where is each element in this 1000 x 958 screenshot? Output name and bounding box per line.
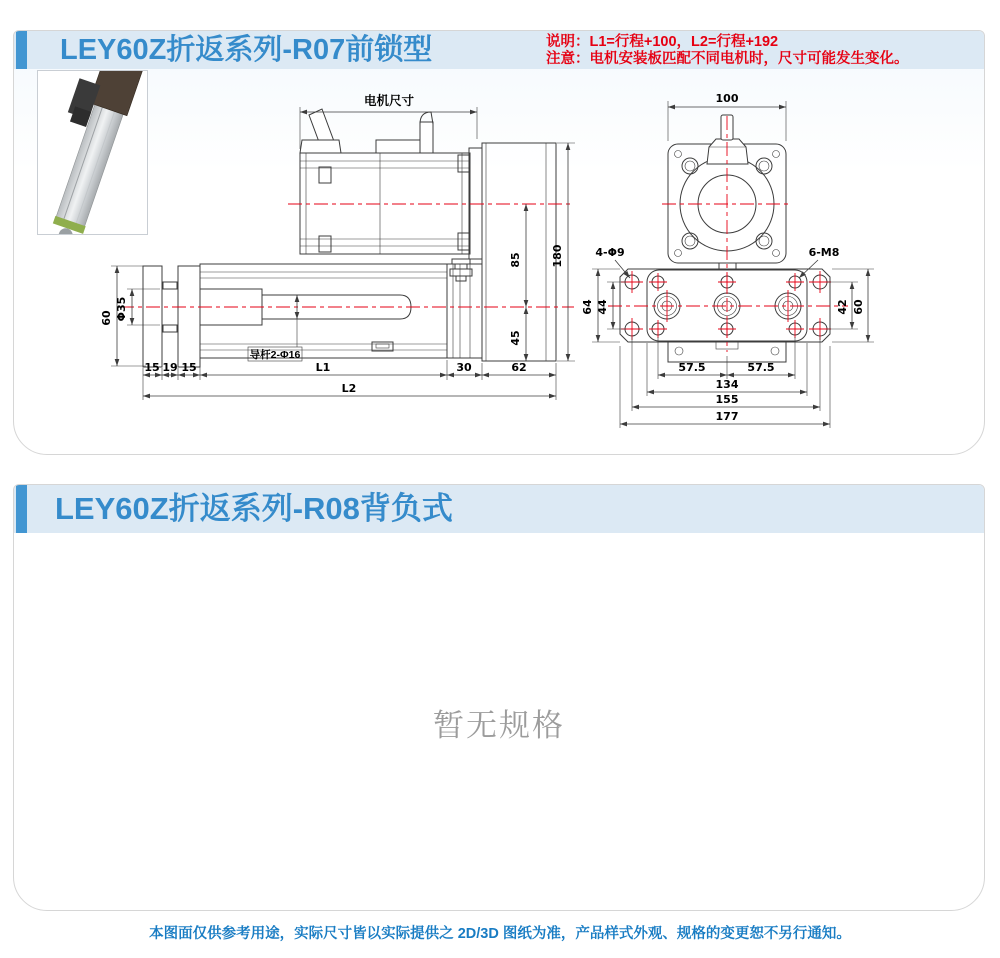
label-6-m8: 6-M8	[808, 246, 840, 259]
dim-15b: 15	[181, 361, 197, 374]
front-flange-1	[143, 266, 162, 367]
section-r07-notes	[546, 34, 909, 68]
housing	[482, 143, 556, 361]
dim-64: 64	[581, 299, 594, 315]
dim-134: 134	[715, 378, 739, 391]
no-spec-placeholder: 暂无规格	[433, 708, 565, 743]
front-flange-2	[178, 266, 200, 367]
dim-57-5-b: 57.5	[747, 361, 775, 374]
front-view-geometry	[620, 115, 830, 362]
section-r08-header	[14, 485, 984, 533]
dim-19: 19	[162, 361, 178, 374]
disclaimer-footer: 本图面仅供参考用途，实际尺寸皆以实际提供之 2D/3D 图纸为准，产品样式外观、规格的变更恕不另行通知。	[149, 926, 851, 942]
section-r08-title: LEY60Z折返系列-R08背负式	[55, 491, 453, 526]
section-r07-title: LEY60Z折返系列-R07前锁型	[60, 34, 433, 66]
label-4-phi9: 4-Φ9	[595, 246, 625, 259]
note-line-2: 注意：电机安装板匹配不同电机时，尺寸可能发生变化。	[546, 51, 909, 67]
side-view-geometry	[143, 109, 556, 367]
dim-177: 177	[715, 410, 739, 423]
dim-44: 44	[596, 299, 609, 315]
dim-45: 45	[509, 330, 522, 346]
section-r07-header	[14, 31, 984, 69]
dim-60-side: 60	[100, 310, 113, 326]
dim-30: 30	[456, 361, 472, 374]
sensor-slot	[372, 342, 393, 351]
section-r07-card	[13, 30, 985, 455]
dim-15a: 15	[144, 361, 160, 374]
section-r08-card	[13, 484, 985, 911]
accent-bar	[16, 485, 27, 533]
dim-180: 180	[551, 244, 564, 268]
dim-60-front: 60	[852, 299, 865, 315]
shaft-boss	[707, 139, 748, 164]
side-view-dimensions	[100, 93, 575, 400]
technical-drawing	[14, 69, 984, 454]
dim-62: 62	[511, 361, 527, 374]
dim-L2: L2	[341, 382, 357, 395]
elbow-connector	[376, 140, 421, 153]
dim-155: 155	[715, 393, 739, 406]
dim-85: 85	[509, 252, 522, 268]
dim-motor-size: 电机尺寸	[363, 94, 415, 108]
dim-100: 100	[715, 92, 739, 105]
note-line-1: 说明：L1=行程+100，L2=行程+192	[546, 34, 779, 50]
accent-bar	[16, 31, 27, 69]
dim-phi35: Φ35	[115, 296, 128, 322]
guide-rod-label: 导杆2-Φ16	[249, 349, 301, 361]
dim-57-5-a: 57.5	[678, 361, 706, 374]
dim-42: 42	[836, 299, 849, 315]
mount-plate-outer	[620, 269, 830, 342]
side-view	[100, 93, 575, 400]
dim-L1: L1	[315, 361, 331, 374]
front-view	[581, 92, 874, 428]
